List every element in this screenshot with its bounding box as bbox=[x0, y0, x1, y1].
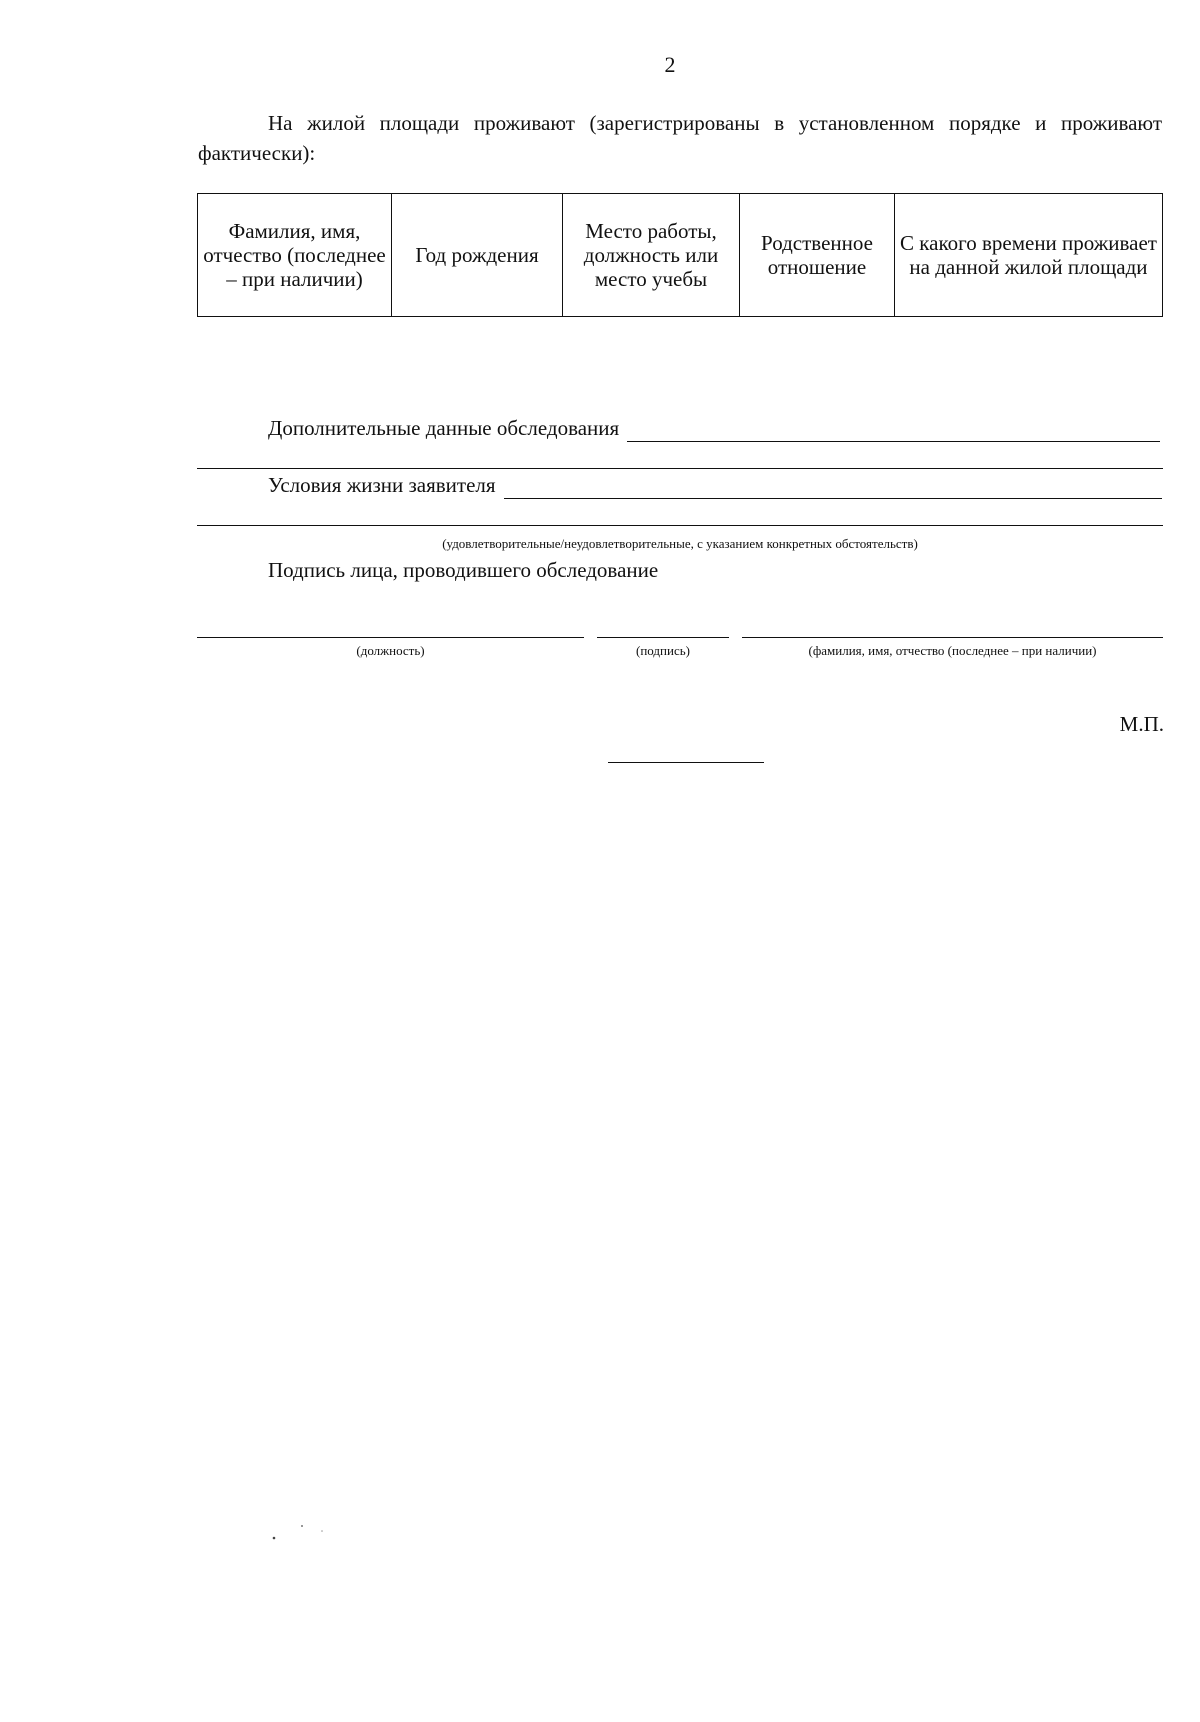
living-conditions-row bbox=[198, 471, 1162, 499]
position-caption: (должность) bbox=[356, 643, 425, 658]
full-name-caption: (фамилия, имя, отчество (последнее – при наличии) bbox=[808, 643, 1097, 658]
additional-data-continuation-line[interactable] bbox=[197, 468, 1163, 469]
intro-paragraph: На жилой площади проживают (зарегистрированы в установленном порядке и проживают фактически): bbox=[198, 111, 1162, 165]
scan-specks bbox=[270, 1522, 330, 1542]
additional-data-label: Дополнительные данные обследования bbox=[268, 416, 620, 440]
page-number: 2 bbox=[664, 52, 676, 77]
end-divider bbox=[608, 762, 764, 763]
header-relationship: Родственное отношение bbox=[740, 194, 895, 317]
table-header-row bbox=[198, 194, 1163, 317]
residents-table bbox=[197, 193, 1163, 317]
header-workplace: Место работы, должность или место учебы bbox=[563, 194, 740, 317]
living-conditions-label: Условия жизни заявителя bbox=[268, 473, 496, 497]
header-birth-year: Год рождения bbox=[392, 194, 563, 317]
signature-label-row bbox=[198, 556, 658, 584]
position-line[interactable] bbox=[197, 637, 584, 638]
full-name-line[interactable] bbox=[742, 637, 1163, 638]
header-full-name: Фамилия, имя, отчество (последнее – при наличии) bbox=[198, 194, 392, 317]
signature-caption: (подпись) bbox=[636, 643, 690, 658]
living-conditions-input[interactable] bbox=[504, 476, 1162, 499]
additional-data-row bbox=[198, 414, 1160, 442]
stamp-placeholder: М.П. bbox=[1119, 712, 1164, 736]
signature-line[interactable] bbox=[597, 637, 729, 638]
signature-label: Подпись лица, проводившего обследование bbox=[268, 558, 659, 582]
living-conditions-hint: (удовлетворительные/неудовлетворительные, с указанием конкретных обстоятельств) bbox=[442, 536, 918, 551]
header-residence-since: С какого времени проживает на данной жилой площади bbox=[895, 194, 1163, 317]
additional-data-input[interactable] bbox=[627, 419, 1160, 442]
living-conditions-continuation-line[interactable] bbox=[197, 525, 1163, 526]
